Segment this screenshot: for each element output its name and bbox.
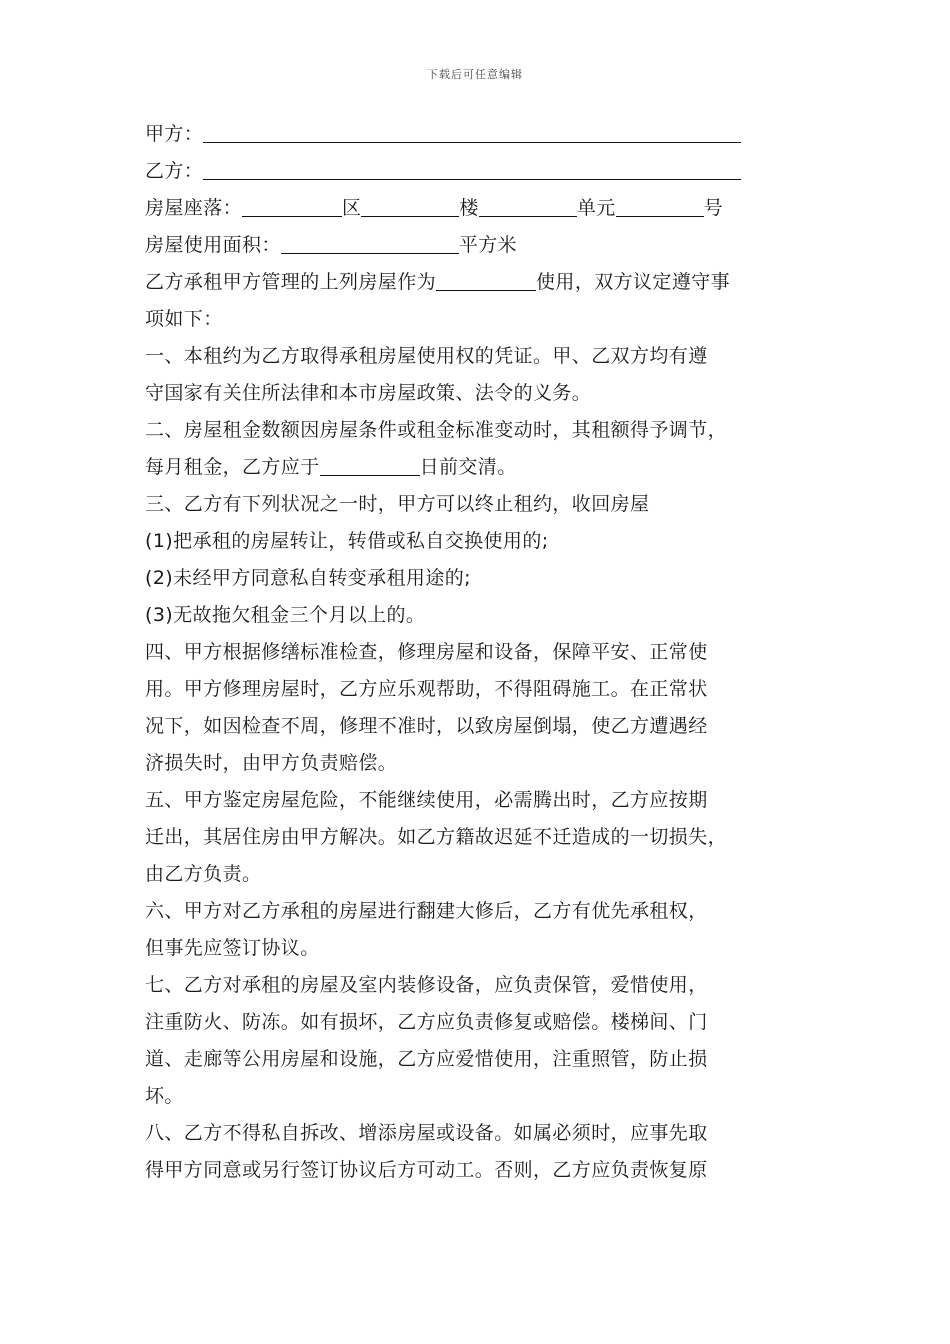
area-line: [145, 227, 825, 264]
purpose-text-end: 使用，双方议定遵守事: [536, 271, 731, 293]
text-line: 坏。: [145, 1085, 184, 1107]
text-line: 况下，如因检查不周，修理不准时，以致房屋倒塌，使乙方遭遇经: [145, 715, 708, 737]
building-label: 楼: [459, 197, 479, 219]
party-a-blank[interactable]: [203, 116, 741, 143]
text-line: 得甲方同意或另行签订协议后方可动工。否则，乙方应负责恢复原: [145, 1159, 708, 1181]
text-line: 六、甲方对乙方承租的房屋进行翻建大修后，乙方有优先承租权，: [145, 900, 708, 922]
text-line: 济损失时，由甲方负责赔偿。: [145, 752, 398, 774]
unit-blank[interactable]: [479, 190, 577, 217]
text-line: 一、本租约为乙方取得承租房屋使用权的凭证。甲、乙双方均有遵: [145, 345, 708, 367]
purpose-line: [145, 264, 825, 301]
text-line: 迁出，其居住房由甲方解决。如乙方籍故迟延不迁造成的一切损失，: [145, 826, 728, 848]
location-label: 房屋座落：: [145, 197, 243, 219]
number-label: 号: [703, 197, 724, 219]
party-b-label: 乙方：: [145, 160, 204, 182]
district-blank[interactable]: [242, 190, 342, 217]
area-blank[interactable]: [281, 227, 459, 254]
unit-label: 单元: [576, 197, 616, 219]
party-b-line: [145, 153, 825, 190]
location-line: [145, 190, 825, 227]
text-line: 由乙方负责。: [145, 863, 262, 885]
text-line: 三、乙方有下列状况之一时，甲方可以终止租约，收回房屋: [145, 493, 650, 515]
page-header-note: 下载后可任意编辑: [427, 68, 523, 81]
area-label: 房屋使用面积：: [145, 234, 281, 256]
text-line: (2)未经甲方同意私自转变承租用途的;: [145, 567, 471, 589]
party-a-line: [145, 116, 825, 153]
area-unit: 平方米: [458, 234, 518, 256]
text-line: 二、房屋租金数额因房屋条件或租金标准变动时，其租额得予调节，: [145, 419, 728, 441]
due-day-blank[interactable]: [320, 449, 420, 476]
text-line: 七、乙方对承租的房屋及室内装修设备，应负责保管，爱惜使用，: [145, 974, 708, 996]
text-line: 守国家有关住所法律和本市房屋政策、法令的义务。: [145, 382, 592, 404]
text-line: 八、乙方不得私自拆改、增添房屋或设备。如属必须时，应事先取: [145, 1122, 708, 1144]
rent-due-text-end: 日前交清。: [419, 456, 517, 478]
party-b-blank[interactable]: [203, 153, 741, 180]
text-line: 但事先应签订协议。: [145, 937, 320, 959]
rent-due-line: [145, 449, 825, 486]
rent-due-text-start: 每月租金，乙方应于: [145, 456, 320, 478]
purpose-blank[interactable]: [436, 264, 536, 291]
text-line: (1)把承租的房屋转让，转借或私自交换使用的;: [145, 530, 549, 552]
text-line: 五、甲方鉴定房屋危险，不能继续使用，必需腾出时，乙方应按期: [145, 789, 708, 811]
text-line: 注重防火、防冻。如有损坏，乙方应负责修复或赔偿。楼梯间、门: [145, 1011, 708, 1033]
text-line: (3)无故拖欠租金三个月以上的。: [145, 604, 426, 626]
contract-body: [145, 116, 825, 1189]
text-line: 道、走廊等公用房屋和设施，乙方应爱惜使用，注重照管，防止损: [145, 1048, 708, 1070]
purpose-text-start: 乙方承租甲方管理的上列房屋作为: [145, 271, 437, 293]
text-line: 四、甲方根据修缮标准检查，修理房屋和设备，保障平安、正常使: [145, 641, 708, 663]
text-line: 用。甲方修理房屋时，乙方应乐观帮助，不得阻碍施工。在正常状: [145, 678, 708, 700]
number-blank[interactable]: [616, 190, 704, 217]
district-label: 区: [342, 197, 362, 219]
text-line: 项如下：: [145, 308, 223, 330]
building-blank[interactable]: [361, 190, 459, 217]
party-a-label: 甲方：: [145, 123, 204, 145]
